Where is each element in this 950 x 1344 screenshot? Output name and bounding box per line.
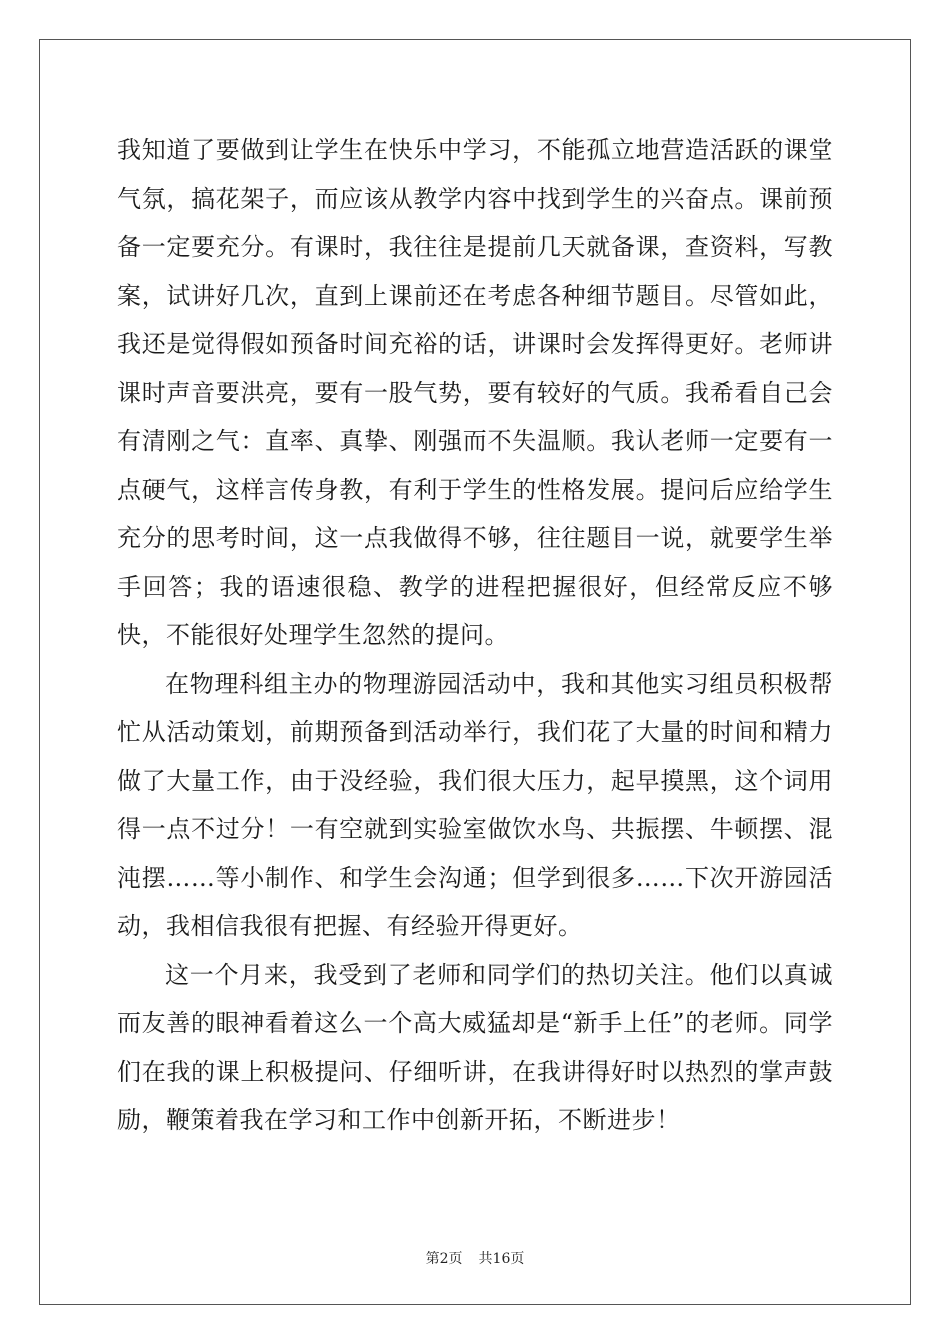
page-number: 第2页 <box>425 1251 463 1267</box>
paragraph-1: 我知道了要做到让学生在快乐中学习，不能孤立地营造活跃的课堂气氛，搞花架子，而应该从教学内容中找到学生的兴奋点。课前预备一定要充分。有课时，我往往是提前几天就备课，查资料，写教案，试讲好几次，直到上课前还在考虑各种细节题目。尽管如此，我还是觉得假如预备时间充裕的话，讲课时会发挥得更好。老师讲课时声音要洪亮，要有一股气势，要有较好的气质。我希看自己会有清刚之气：直率、真挚、刚强而不失温顺。我认老师一定要有一点硬气，这样言传身教，有利于学生的性格发展。提问后应给学生充分的思考时间，这一点我做得不够，往往题目一说，就要学生举手回答；我的语速很稳、教学的进程把握很好，但经常反应不够快，不能很好处理学生忽然的提问。 <box>117 136 833 649</box>
paragraph-3: 这一个月来，我受到了老师和同学们的热切关注。他们以真诚而友善的眼神看着这么一个高大威猛却是“新手上任”的老师。同学们在我的课上积极提问、仔细听讲，在我讲得好时以热烈的掌声鼓励，鞭策着我在学习和工作中创新开拓，不断进步！ <box>117 960 833 1134</box>
document-body <box>117 126 833 1145</box>
page-footer <box>0 1248 950 1268</box>
page-total: 共16页 <box>478 1251 525 1267</box>
paragraph-2: 在物理科组主办的物理游园活动中，我和其他实习组员积极帮忙从活动策划，前期预备到活动举行，我们花了大量的时间和精力做了大量工作，由于没经验，我们很大压力，起早摸黑，这个词用得一点不过分！一有空就到实验室做饮水鸟、共振摆、牛顿摆、混沌摆……等小制作、和学生会沟通；但学到很多……下次开游园活动，我相信我很有把握、有经验开得更好。 <box>117 669 833 940</box>
